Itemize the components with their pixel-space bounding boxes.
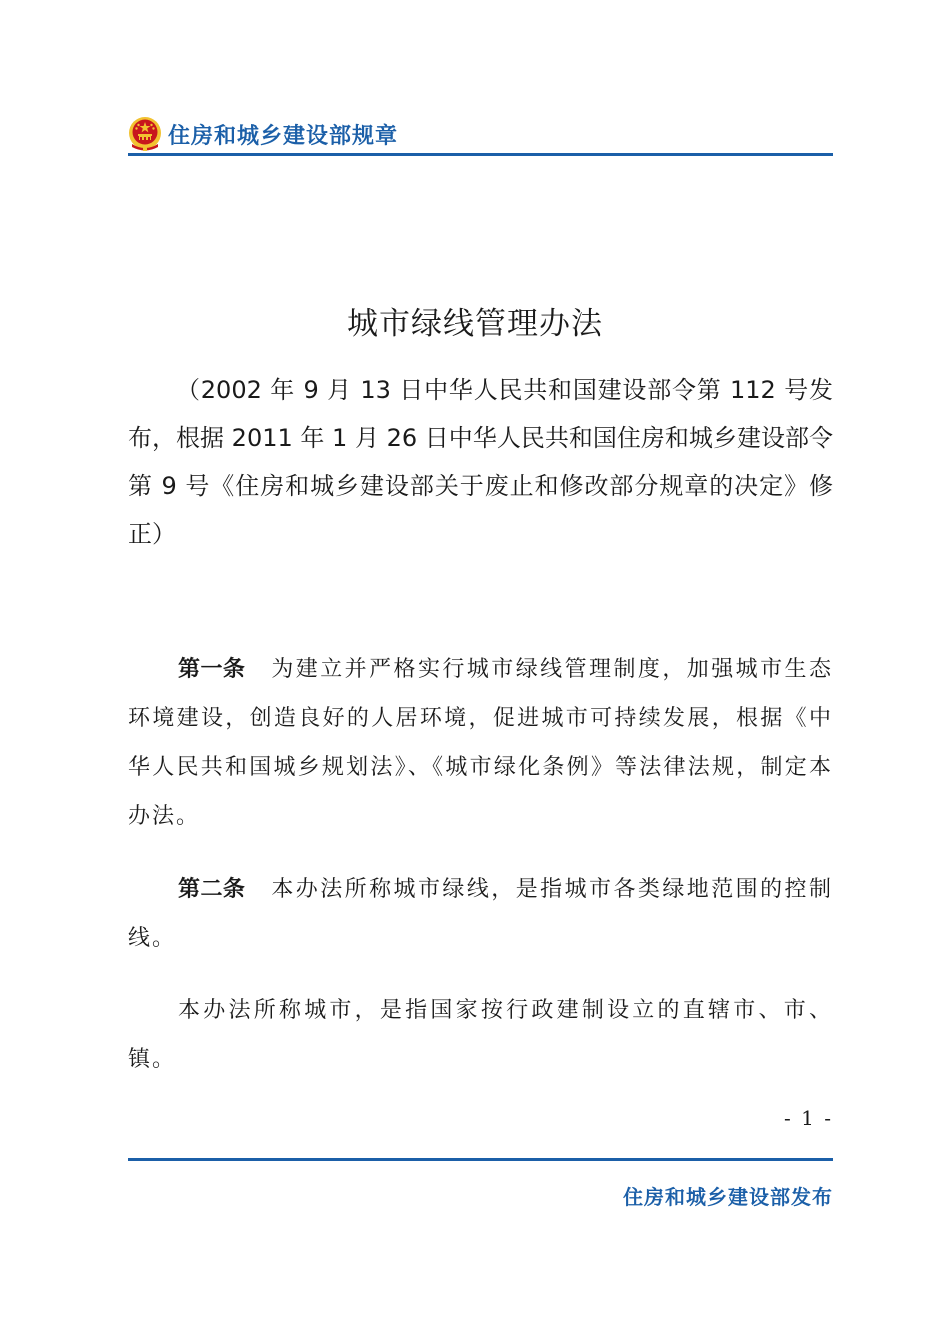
footer-publisher: 住房和城乡建设部发布 [623,1185,833,1209]
document-title: 城市绿线管理办法 [347,306,603,342]
article-1 [128,645,833,841]
article-1-label: 第一条 [178,657,246,682]
national-emblem-icon [128,116,162,152]
article-2 [128,865,833,963]
article-1-text: 为建立并严格实行城市绿线管理制度，加强城市生态环境建设，创造良好的人居环境，促进城市可持续发展，根据《中华人民共和国城乡规划法》、《城市绿化条例》等法律法规，制定本办法。 [128,657,833,829]
page-header [128,116,833,156]
document-note: （2002 年 9 月 13 日中华人民共和国建设部令第 112 号发布，根据 2011 年 1 月 26 日中华人民共和国住房和城乡建设部令第 9 号《住房和城乡建设部关于废止和修改部分规章的决定》修正） [128,376,833,548]
footer-divider [128,1158,833,1161]
header-divider [128,153,833,156]
page-number: - 1 - [784,1106,833,1130]
article-2-text: 本办法所称城市绿线，是指城市各类绿地范围的控制线。 [128,877,833,951]
article-2-paragraph: 本办法所称城市，是指国家按行政建制设立的直辖市、市、镇。 [128,998,833,1072]
header-title: 住房和城乡建设部规章 [168,124,399,149]
article-2-label: 第二条 [178,877,246,902]
